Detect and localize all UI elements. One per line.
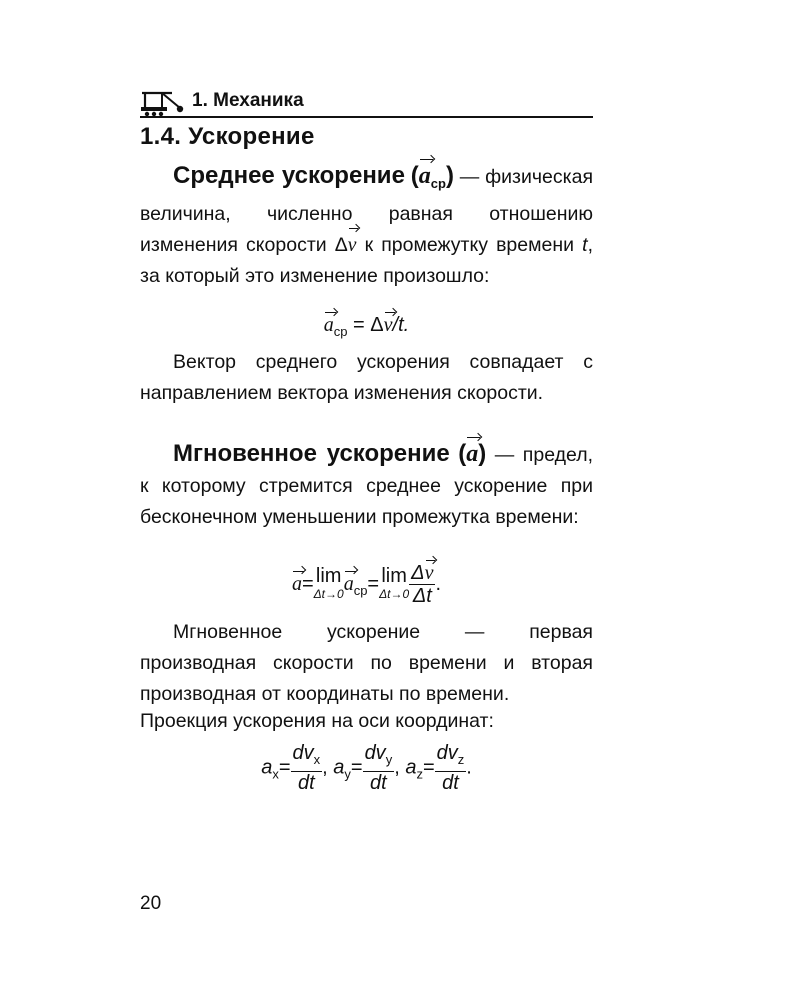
projection-paragraph xyxy=(140,706,593,737)
avg-accel-symbol-group: $(a_{ср})$ xyxy=(410,162,454,191)
direction-text: Вектор среднего ускорения совпадает с направлением вектора изменения скорости. xyxy=(140,351,593,404)
lim-fraction: $\frac{\Delta v}{\Delta t}$ xyxy=(411,562,434,607)
lim-operator-2: lim Δt→0 xyxy=(379,564,410,601)
lim-end: . xyxy=(435,572,442,595)
formula-eq: = xyxy=(347,314,371,336)
vector-a-symbol: a xyxy=(419,161,431,192)
derivative-text: Мгновенное ускорение — первая производная скорости по времени и вторая производная от координаты по времени. xyxy=(140,621,593,705)
inst-accel-definition xyxy=(140,438,593,533)
formula-delta: Δ xyxy=(370,314,384,336)
formula-a-sub: ср xyxy=(333,324,348,339)
proj-ay: a xyxy=(333,756,345,779)
avg-accel-definition xyxy=(140,160,593,292)
lim-operator-1: lim Δt→0 xyxy=(313,564,344,601)
lim-a: a xyxy=(291,572,302,595)
proj-ax: a xyxy=(261,756,273,779)
projection-text: Проекция ускорения на оси координат: xyxy=(140,710,494,732)
projection-formula: $a_x=$ $\frac{dv_x}{dt}$ , $a_y=$ $\frac{dv_y}{dt}$ , $a_z=$ $\frac{dv_z}{dt}$ . xyxy=(261,742,472,794)
inst-vector-a-symbol: a xyxy=(466,439,478,470)
formula-a: a xyxy=(323,314,334,336)
limit-formula xyxy=(140,562,593,607)
inst-accel-symbol-group: (a) xyxy=(458,440,486,467)
avg-accel-direction xyxy=(140,347,593,409)
pendulum-cart-icon xyxy=(140,86,186,116)
lim-a-cp-sub: cp xyxy=(353,582,368,598)
definition-text-1: — физическая величина, численно равная отношению изменения скорости xyxy=(140,166,593,256)
section-title: 1.4. Ускорение xyxy=(140,123,315,150)
avg-accel-formula xyxy=(140,314,593,339)
proj-frac-z: $\frac{dv_z}{dt}$ xyxy=(436,742,465,794)
inst-accel-term: Мгновенное ускорение xyxy=(173,440,450,467)
avg-accel-term: Среднее ускорение xyxy=(173,162,405,189)
lim-eq-1: = xyxy=(301,572,314,595)
lim-eq-2: = xyxy=(367,572,380,595)
time-symbol: t xyxy=(582,234,588,256)
delta-v-symbol: Δv xyxy=(335,234,357,256)
formula-rest: /t. xyxy=(392,314,410,336)
proj-frac-y: $\frac{dv_y}{dt}$ xyxy=(364,742,393,794)
running-header xyxy=(140,86,593,118)
lim-a-cp: a xyxy=(343,572,354,595)
page-number: 20 xyxy=(140,893,162,914)
definition-text-2: к промежутку времени xyxy=(356,234,583,256)
proj-frac-x: $\frac{dv_x}{dt}$ xyxy=(292,742,321,794)
proj-az: a xyxy=(405,756,417,779)
symbol-subscript: ср xyxy=(430,176,446,191)
inst-definition-text: — предел, к которому стремится среднее ускорение при бесконечном уменьшении промежутка времени: xyxy=(140,444,594,528)
definition-text-3: , за который это изменение произошло: xyxy=(140,234,593,287)
chapter-title: 1. Механика xyxy=(192,90,304,111)
derivative-paragraph xyxy=(140,617,593,710)
formula-v: v xyxy=(383,314,393,336)
